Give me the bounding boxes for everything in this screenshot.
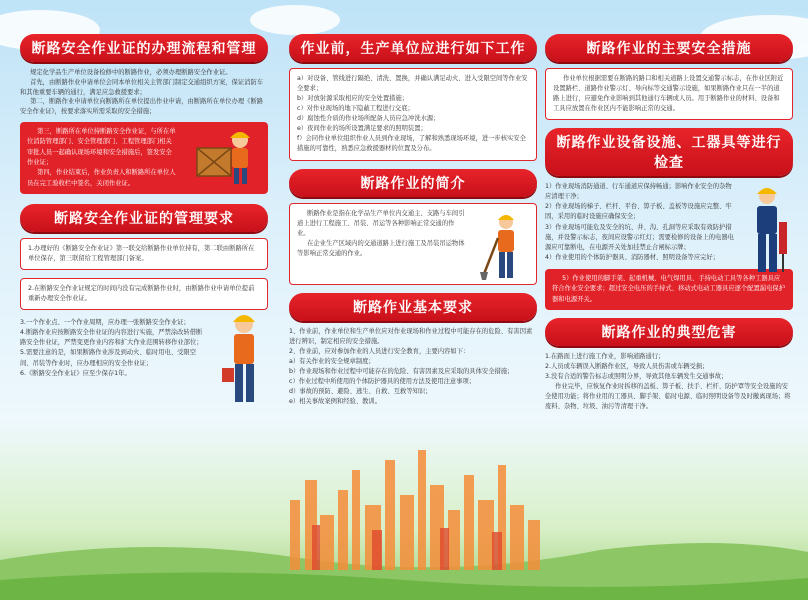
list-item: c）对作业现场的地下隐蔽工程进行交底； — [297, 105, 414, 113]
measures-box: 作业单位根据需要在断路的路口和相关道路上设置交通警示标志，在作业区附近设置路栏、道路作业警示灯、导向标等交通警示设施，如果断路作业只在一半的道路上进行，应避免作业影响到其他通行车辆或人员。用于断路作业的材料、设备和工具应放置在作业区内不能影响正常的交通。 — [545, 68, 793, 120]
sub-item: e）相关事故案例和经验、教训。 — [289, 397, 382, 405]
intro-box — [289, 203, 537, 285]
red-note-text: 第四，作业结束后，作业负责人和断路所在单位人员在完工验收栏中签名，关闭作业证。 — [27, 169, 176, 187]
cloud — [250, 5, 340, 35]
worker-with-crate-illustration — [192, 126, 262, 188]
sub-item: a）有关作业的安全规章制度； — [289, 357, 375, 365]
paragraph: 规定化学品生产单位设备检修中的断路作业，必须办理断路安全作业证。 — [30, 69, 232, 76]
section-title: 断路作业设备设施、工器具等进行检查 — [545, 128, 793, 176]
section-title: 断路作业的典型危害 — [545, 318, 793, 346]
requirement-item: 1、作业前，作业单位和生产单位应对作业现场和作业过程中可能存在的危险、有害因素进行辨识，制定相应的安全措施。 — [289, 327, 533, 345]
section-title: 断路安全作业证的管理要求 — [20, 204, 268, 232]
requirement-item: 2、作业前，应对参加作业的人员进行安全教育，主要内容如下： — [289, 347, 470, 355]
section-title: 作业前，生产单位应进行如下工作 — [289, 34, 537, 62]
paragraph: 第二，断路作业申请单位向断路所在单位提出作业申请，由断路所在单位办理《断路安全作业证》，按要求落实所需采取的安全措施； — [20, 98, 264, 115]
rule-item: 4.断路作业应按断路安全作业证的内容进行实施，严禁涂改转借断路安全作业证，严禁变更作业内容和扩大作业范围转移作业部位； — [20, 329, 203, 347]
check-item: 4）作业使用的个体防护器具、消防器材、照明设备等应完好； — [545, 253, 720, 261]
worker-with-shovel-illustration — [478, 210, 528, 282]
rule-item: 3.一个作业点、一个作业周期，应办理一张断路安全作业证； — [20, 319, 190, 327]
checklist — [545, 182, 793, 263]
section-title: 断路作业的简介 — [289, 169, 537, 197]
column-1 — [20, 34, 268, 379]
worker-with-bucket-illustration — [220, 308, 268, 408]
rule-item: 6.《断路安全作业证》应至少保存1年。 — [20, 369, 131, 377]
hazard-item: 作业完毕，应恢复作业时拆移的盖板、箅子板、扶手、栏杆、防护罩等安全设施的安全使用功能；将作业用的工器具、脚手架、临时电源、临时照明设备等及时撤离现场；将废料、杂物、垃圾、油污等清理干净。 — [545, 383, 791, 411]
section-title: 断路作业的主要安全措施 — [545, 34, 793, 62]
intro-text: 断路作业是指在化学品生产单位内交通主、支路与车间引道上进行工程施工、吊装、吊运等各种影响正常交通的作业。 — [297, 209, 465, 237]
red-note-box: 5）作业使用的脚手架、起重机械、电气焊用具、手持电动工具等各种工器具应符合作业安全要求；超过安全电压的手持式、移动式电动工器具应逐个配置漏电保护器和电源开关。 — [545, 269, 793, 310]
red-note-text: 第三，断路所在单位持断路安全作业证，与所在单位消防管理部门、安全管理部门、工程管理部门相关审批人员一起确认现场环境和安全措施后，签发安全作业证； — [27, 127, 176, 166]
info-box: 2.在断路安全作业证规定的时间内没有完成断路作业时，由断路作业申请单位提前重新办理安全作业证。 — [20, 278, 268, 310]
hazard-item: 2.人员或车辆误入断路作业区，导致人员伤害或车辆受损； — [545, 362, 709, 370]
hazard-item: 1.在路面上进行施工作业，影响道路通行； — [545, 352, 665, 360]
list-item: d）腐蚀性介质的作业场所配备人员应急冲洗水源； — [297, 115, 440, 123]
column-3 — [545, 34, 793, 412]
section-title: 断路安全作业证的办理流程和管理 — [20, 34, 268, 62]
rule-item: 5.需要注意的是，如果断路作业涉及到动火、临时用电、受限空间、吊装等作业时，应办理相应的安全作业证； — [20, 349, 197, 367]
check-item: 3）作业现场可能危及安全的坑、井、沟、孔洞等应采取有效防护措施，并设警示标志，夜间应设警示红灯；需要检修的设备上的电器电源应可靠断电，在电源开关处加挂禁止合闸标示牌； — [545, 223, 734, 251]
info-box: 1.办理好的《断路安全作业证》第一联交给断路作业单位持有，第二联由断路所在单位保存，第三联留给工程管理部门备案。 — [20, 238, 268, 270]
hazard-item: 3.没有合适的警告标志或照明分界，导致其他车辆发生交通事故； — [545, 373, 728, 380]
intro-text: 在企业生产区域内的交通道路上进行施工及吊装吊运物体等影响正常交通的作业。 — [297, 239, 465, 257]
section-title: 断路作业基本要求 — [289, 293, 537, 321]
red-note-box — [20, 122, 268, 194]
sub-item: b）作业现场和作业过程中可能存在的危险、有害因素及应采取的具体安全措施； — [289, 367, 514, 375]
column-2 — [289, 34, 537, 407]
worker-with-drill-illustration — [741, 182, 793, 278]
preparation-box — [289, 68, 537, 161]
list-item: a）对设备、管线进行隔绝、清洗、置换，并确认满足动火、进入受限空间等作业安全要求； — [297, 75, 528, 93]
list-item: e）夜间作业的场所设置满足要求的照明装置； — [297, 125, 427, 133]
list-item: f）会同作业单位组织作业人员到作业现场，了解和熟悉现场环境，进一步核实安全措施的可靠性，熟悉应急救援器材的位置及分布。 — [297, 135, 526, 153]
list-item: b）对放射源采取相应的安全处置措施； — [297, 95, 409, 103]
check-item: 1）作业现场消防通道、行车通道应保持畅通；影响作业安全的杂物应清理干净； — [545, 183, 732, 201]
sub-item: d）事故的预防、避险、逃生、自救、互救等知识； — [289, 387, 432, 395]
check-item: 2）作业现场的梯子、栏杆、平台、箅子板、盖板等设施应完整、牢固，采用的临时设施应确保安全； — [545, 203, 732, 221]
rules-list — [20, 318, 268, 378]
city-skyline — [0, 440, 808, 600]
paragraph: 首先，由断路作业申请单位会同本单位相关主管部门制定交通组织方案，保证消防车和其他重要车辆的通行，满足应急救援要求； — [20, 78, 264, 96]
sub-item: c）作业过程中所使用的个体防护器具的使用方法及使用注意事项； — [289, 377, 476, 385]
